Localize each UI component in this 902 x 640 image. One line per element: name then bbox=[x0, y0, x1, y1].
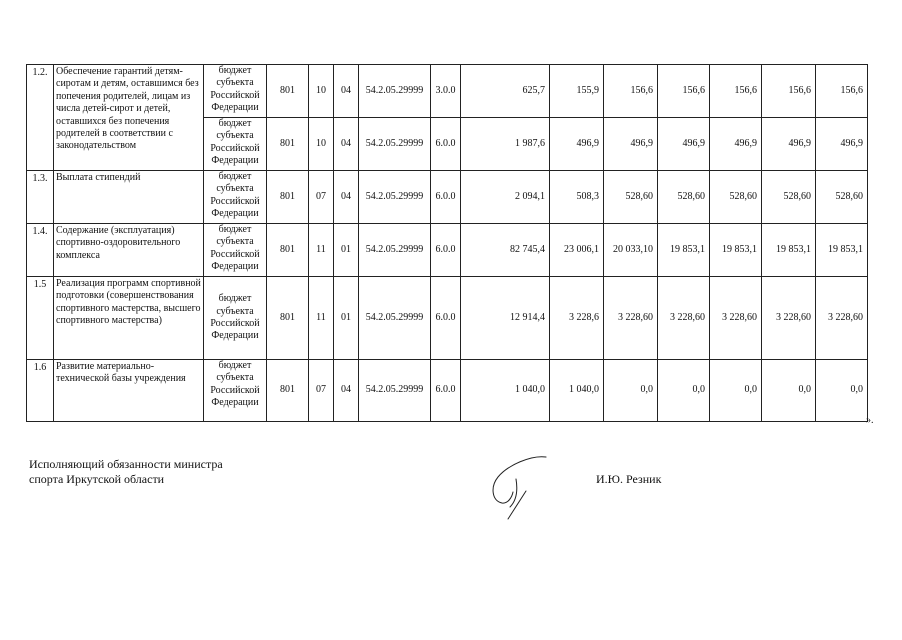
total-amount: 82 745,4 bbox=[461, 224, 550, 277]
table-row bbox=[27, 277, 868, 360]
closing-quote: ». bbox=[866, 415, 874, 426]
subsection-code: 01 bbox=[334, 277, 359, 360]
total-amount: 2 094,1 bbox=[461, 171, 550, 224]
target-article-code: 54.2.05.29999 bbox=[359, 118, 431, 171]
activity-name: Обеспечение гарантий детям-сиротам и детям, оставшимся без попечения родителей, лицам из числа детей-сирот и детей, оставшихся без попечения родителей в соответствии с законодательством bbox=[54, 65, 204, 171]
row-number: 1.5 bbox=[27, 277, 54, 360]
year-amount: 0,0 bbox=[710, 360, 762, 422]
expense-type-code: 3.0.0 bbox=[431, 65, 461, 118]
year-amount: 19 853,1 bbox=[762, 224, 816, 277]
year-amount: 156,6 bbox=[816, 65, 868, 118]
total-amount: 12 914,4 bbox=[461, 277, 550, 360]
year-amount: 23 006,1 bbox=[550, 224, 604, 277]
grbs-code: 801 bbox=[267, 360, 309, 422]
section-code: 11 bbox=[309, 277, 334, 360]
total-amount: 1 040,0 bbox=[461, 360, 550, 422]
year-amount: 3 228,60 bbox=[710, 277, 762, 360]
year-amount: 496,9 bbox=[816, 118, 868, 171]
funding-source: бюджет субъекта Российской Федерации bbox=[204, 171, 267, 224]
year-amount: 155,9 bbox=[550, 65, 604, 118]
year-amount: 496,9 bbox=[550, 118, 604, 171]
year-amount: 3 228,60 bbox=[604, 277, 658, 360]
expense-type-code: 6.0.0 bbox=[431, 171, 461, 224]
year-amount: 528,60 bbox=[816, 171, 868, 224]
year-amount: 528,60 bbox=[658, 171, 710, 224]
year-amount: 528,60 bbox=[762, 171, 816, 224]
subsection-code: 04 bbox=[334, 118, 359, 171]
activity-name: Реализация программ спортивной подготовки (совершенствования спортивного мастерства, высшего спортивного мастерства) bbox=[54, 277, 204, 360]
row-number: 1.3. bbox=[27, 171, 54, 224]
year-amount: 3 228,60 bbox=[658, 277, 710, 360]
year-amount: 19 853,1 bbox=[658, 224, 710, 277]
total-amount: 1 987,6 bbox=[461, 118, 550, 171]
expense-type-code: 6.0.0 bbox=[431, 118, 461, 171]
year-amount: 496,9 bbox=[604, 118, 658, 171]
target-article-code: 54.2.05.29999 bbox=[359, 171, 431, 224]
funding-source: бюджет субъекта Российской Федерации bbox=[204, 65, 267, 118]
section-code: 07 bbox=[309, 360, 334, 422]
signatory-title-line: спорта Иркутской области bbox=[29, 472, 165, 486]
budget-table bbox=[26, 64, 868, 422]
row-number: 1.6 bbox=[27, 360, 54, 422]
section-code: 07 bbox=[309, 171, 334, 224]
year-amount: 3 228,6 bbox=[550, 277, 604, 360]
activity-name: Развитие материально-технической базы учреждения bbox=[54, 360, 204, 422]
signatory-title-line: Исполняющий обязанности министра bbox=[29, 457, 223, 471]
funding-source: бюджет субъекта Российской Федерации bbox=[204, 118, 267, 171]
year-amount: 0,0 bbox=[604, 360, 658, 422]
section-code: 11 bbox=[309, 224, 334, 277]
row-number: 1.4. bbox=[27, 224, 54, 277]
grbs-code: 801 bbox=[267, 118, 309, 171]
table-row bbox=[27, 224, 868, 277]
section-code: 10 bbox=[309, 65, 334, 118]
handwritten-signature bbox=[486, 451, 556, 523]
year-amount: 156,6 bbox=[762, 65, 816, 118]
activity-name: Содержание (эксплуатация) спортивно-оздоровительного комплекса bbox=[54, 224, 204, 277]
year-amount: 496,9 bbox=[762, 118, 816, 171]
year-amount: 508,3 bbox=[550, 171, 604, 224]
table-row bbox=[27, 171, 868, 224]
year-amount: 156,6 bbox=[658, 65, 710, 118]
table-row bbox=[27, 360, 868, 422]
grbs-code: 801 bbox=[267, 65, 309, 118]
target-article-code: 54.2.05.29999 bbox=[359, 224, 431, 277]
target-article-code: 54.2.05.29999 bbox=[359, 360, 431, 422]
year-amount: 156,6 bbox=[710, 65, 762, 118]
year-amount: 156,6 bbox=[604, 65, 658, 118]
table-row bbox=[27, 65, 868, 118]
year-amount: 0,0 bbox=[816, 360, 868, 422]
year-amount: 528,60 bbox=[710, 171, 762, 224]
grbs-code: 801 bbox=[267, 171, 309, 224]
expense-type-code: 6.0.0 bbox=[431, 277, 461, 360]
target-article-code: 54.2.05.29999 bbox=[359, 65, 431, 118]
funding-source: бюджет субъекта Российской Федерации bbox=[204, 224, 267, 277]
subsection-code: 04 bbox=[334, 65, 359, 118]
year-amount: 0,0 bbox=[658, 360, 710, 422]
funding-source: бюджет субъекта Российской Федерации bbox=[204, 360, 267, 422]
expense-type-code: 6.0.0 bbox=[431, 224, 461, 277]
activity-name: Выплата стипендий bbox=[54, 171, 204, 224]
funding-source: бюджет субъекта Российской Федерации bbox=[204, 277, 267, 360]
year-amount: 3 228,60 bbox=[762, 277, 816, 360]
grbs-code: 801 bbox=[267, 224, 309, 277]
year-amount: 19 853,1 bbox=[816, 224, 868, 277]
signatory-name: И.Ю. Резник bbox=[596, 472, 662, 486]
year-amount: 3 228,60 bbox=[816, 277, 868, 360]
year-amount: 528,60 bbox=[604, 171, 658, 224]
year-amount: 1 040,0 bbox=[550, 360, 604, 422]
section-code: 10 bbox=[309, 118, 334, 171]
subsection-code: 01 bbox=[334, 224, 359, 277]
signatory-title bbox=[29, 457, 223, 487]
total-amount: 625,7 bbox=[461, 65, 550, 118]
subsection-code: 04 bbox=[334, 171, 359, 224]
subsection-code: 04 bbox=[334, 360, 359, 422]
year-amount: 0,0 bbox=[762, 360, 816, 422]
target-article-code: 54.2.05.29999 bbox=[359, 277, 431, 360]
grbs-code: 801 bbox=[267, 277, 309, 360]
row-number: 1.2. bbox=[27, 65, 54, 171]
year-amount: 19 853,1 bbox=[710, 224, 762, 277]
year-amount: 496,9 bbox=[710, 118, 762, 171]
year-amount: 20 033,10 bbox=[604, 224, 658, 277]
expense-type-code: 6.0.0 bbox=[431, 360, 461, 422]
year-amount: 496,9 bbox=[658, 118, 710, 171]
